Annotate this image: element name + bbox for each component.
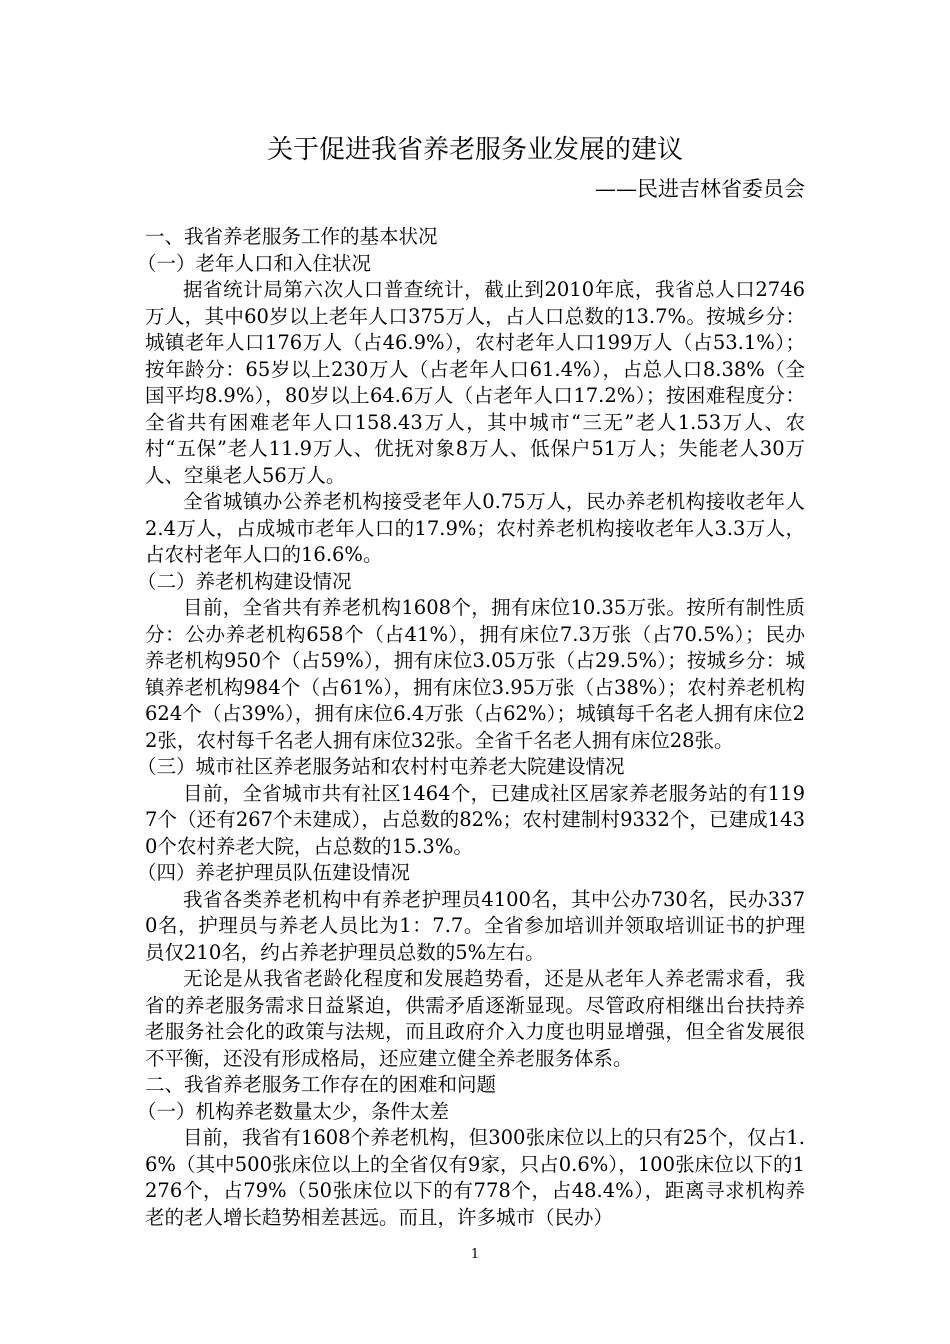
document-byline: ——民进吉林省委员会 bbox=[595, 177, 805, 201]
paragraph: 全省城镇办公养老机构接受老年人0.75万人，民办养老机构接收老年人2.4万人，占成城市老年人口的17.9%；农村养老机构接收老年人3.3万人，占农村老年人口的16.6%。 bbox=[145, 490, 805, 566]
paragraph: 无论是从我省老龄化程度和发展趋势看，还是从老年人养老需求看，我省的养老服务需求日益紧迫，供需矛盾逐渐显现。尽管政府相继出台扶持养老服务社会化的政策与法规，而且政府介入力度也明显增强，但全省发展很不平衡，还没有形成格局，还应建立健全养老服务体系。 bbox=[145, 967, 805, 1070]
subsection-heading: （一）机构养老数量太少，条件太差 bbox=[137, 1099, 450, 1123]
subsection-heading: （四）养老护理员队伍建设情况 bbox=[137, 861, 411, 884]
paragraph: 据省统计局第六次人口普查统计，截止到2010年底，我省总人口2746万人，其中60岁以上老年人口375万人，占人口总数的13.7%。按城乡分：城镇老年人口176万人（占46.9%），农村老年人口199万人（占53.1%）；按年龄分：65岁以上230万人（占老年人口61.4%），占总人口8.38%（全国平均8.9%），80岁以上64.6万人（占老年人口17.2%）；按困难程度分：全省共有困难老年人口158.43万人，其中城市“三无”老人1.53万人、农村“五保”老人11.9万人、优抚对象8万人、低保户51万人；失能老人30万人、空巢老人56万人。 bbox=[145, 278, 805, 487]
paragraph: 目前，全省共有养老机构1608个，拥有床位10.35万张。按所有制性质分：公办养老机构658个（占41%），拥有床位7.3万张（占70.5%）；民办养老机构950个（占59%），拥有床位3.05万张（占29.5%）；按城乡分：城镇养老机构984个（占61%），拥有床位3.95万张（占38%）；农村养老机构624个（占39%），拥有床位6.4万张（占62%）；城镇每千名老人拥有床位22张，农村每千名老人拥有床位32张。全省千名老人拥有床位28张。 bbox=[145, 596, 805, 752]
subsection-heading: （二）养老机构建设情况 bbox=[137, 569, 352, 593]
subsection-heading: （一）老年人口和入住状况 bbox=[137, 251, 372, 275]
paragraph: 目前，全省城市共有社区1464个，已建成社区居家养老服务站的有1197个（还有267个未建成），占总数的82%；农村建制村9332个，已建成1430个农村养老大院，占总数的15.3%。 bbox=[145, 781, 805, 858]
subsection-heading: （三）城市社区养老服务站和农村村屯养老大院建设情况 bbox=[137, 755, 625, 778]
document-body bbox=[137, 224, 805, 1231]
page-number: 1 bbox=[470, 1247, 480, 1262]
section-heading: 一、我省养老服务工作的基本状况 bbox=[145, 225, 438, 248]
document-title: 关于促进我省养老服务业发展的建议 bbox=[266, 135, 683, 165]
section-heading: 二、我省养老服务工作存在的困难和问题 bbox=[145, 1073, 497, 1096]
paragraph: 目前，我省有1608个养老机构，但300张床位以上的只有25个，仅占1.6%（其中500张床位以上的全省仅有9家，只占0.6%），100张床位以下的1276个，占79%（50张床位以下的有778个，占48.4%），距离寻求机构养老的老人增长趋势相差甚远。而且，许多城市（民办） bbox=[145, 1126, 805, 1229]
paragraph: 我省各类养老机构中有养老护理员4100名，其中公办730名，民办3370名，护理员与养老人员比为1：7.7。全省参加培训并领取培训证书的护理员仅210名，约占养老护理员总数的5%左右。 bbox=[145, 887, 805, 964]
